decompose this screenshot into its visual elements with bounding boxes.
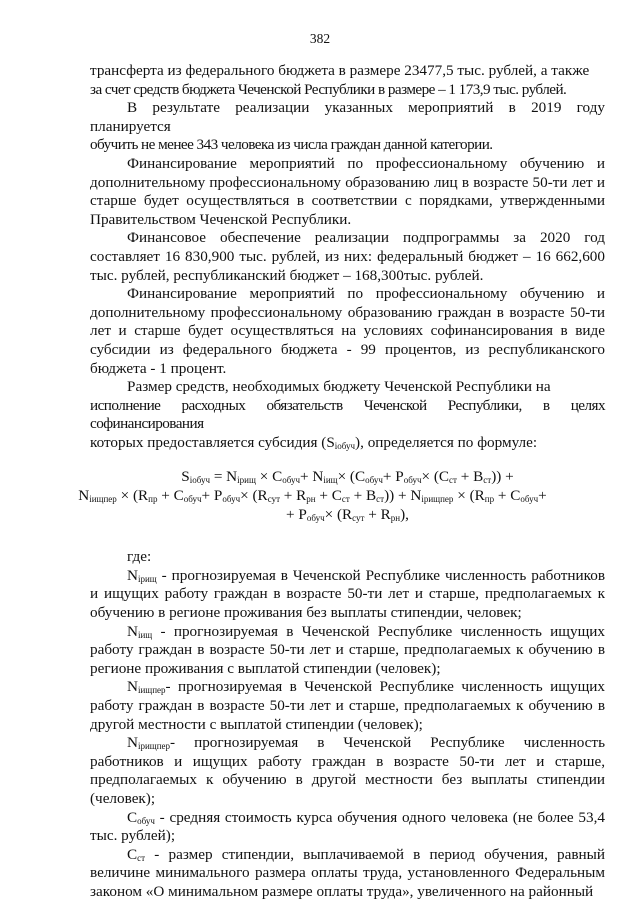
formula-subscript: iобуч [189, 475, 211, 486]
definition-symbol: C [127, 808, 138, 826]
definition-symbol: N [127, 566, 138, 584]
formula-subscript: обуч [183, 494, 202, 505]
definition-subscript: iрищпер [137, 741, 171, 752]
definition-text: - размер стипендии, выплачиваемой в период обучения, равный величине минимального размера оплаты труда, установленного Федеральным законом «О минимальном размере оплаты труда», увеличенного на районный [90, 845, 605, 900]
formula-text: × (C [421, 468, 450, 486]
definition-symbol: N [127, 734, 138, 752]
formula-text: + P [286, 505, 307, 523]
paragraph-6-subscript: iобуч [334, 440, 356, 451]
formula-subscript: обуч [222, 494, 241, 505]
paragraph-2-line-1: В результате реализации указанных мероприятий в 2019 году планируется [90, 99, 605, 135]
formula-subscript: рн [306, 494, 316, 505]
formula-subscript: обуч [282, 475, 300, 486]
formula-text: × (R [240, 487, 268, 505]
formula-text: )) + [491, 468, 514, 486]
formula-subscript: iищпер [89, 494, 117, 505]
formula-subscript: обуч [403, 475, 422, 486]
definition-text: - прогнозируемая в Чеченской Республике численность работников и ищущих работу граждан в возрасте 50-ти лет и старше, предполагаемых к обучению в регионе проживания без выплаты стипендии, человек; [90, 566, 605, 622]
definition-text: - средняя стоимость курса обучения одного человека (не более 53,4 тыс. рублей); [90, 808, 605, 845]
formula-text: + P [382, 468, 404, 486]
definitions-list [90, 567, 605, 902]
formula-text: × (R [116, 487, 149, 505]
formula-text: + P [201, 487, 223, 505]
formula-text: ), [400, 505, 409, 523]
formula-text: = N [210, 468, 238, 486]
definition-subscript: ст [137, 852, 146, 863]
formula-text: S [181, 468, 190, 486]
formula-text: + C [494, 487, 521, 505]
formula-text: × C [255, 468, 283, 486]
formula-line-1 [90, 468, 605, 487]
definition-subscript: iищпер [137, 685, 166, 696]
paragraph-6-line-3 [90, 434, 605, 453]
formula-subscript: iрищ [237, 475, 256, 486]
paragraph-6-end: ), определяется по формуле: [355, 433, 538, 451]
formula-subscript: пр [484, 494, 495, 505]
formula-line-3 [90, 506, 605, 525]
document-body [78, 62, 605, 902]
formula-text: + N [299, 468, 324, 486]
paragraph-5: Финансирование мероприятий по профессиональному обучению и дополнительному профессиональному образованию граждан в возрасте 50-ти лет и старше будет осуществляться на условиях софинансирования в виде субсидии из федерального бюджета - 99 процентов, из республиканского бюджета - 1 процент. [90, 285, 605, 377]
formula-text: + R [280, 487, 307, 505]
definition-text: - прогнозируемая в Чеченской Республике численность ищущих работу граждан в возрасте 50-ти лет и старше, предполагаемых к обучению в другой местности с выплатой стипендии (человек); [90, 678, 605, 733]
where-label: где: [127, 548, 152, 566]
definition-item [90, 567, 605, 623]
paragraph-1-line-2: за счет средств бюджета Чеченской Республики в размере – 1 173,9 тыс. рублей. [90, 80, 567, 98]
paragraph-6-text: которых предоставляется субсидия (S [90, 433, 335, 451]
formula-line-2 [20, 487, 605, 506]
formula-text: + R [364, 505, 391, 523]
definition-item [90, 678, 605, 734]
paragraph-2-line-2: обучить не менее 343 человека из числа граждан данной категории. [90, 136, 493, 154]
formula-subscript: ст [483, 475, 492, 486]
paragraph-4: Финансовое обеспечение реализации подпрограммы за 2020 год составляет 16 830,900 тыс. рублей, из них: федеральный бюджет – 16 662,600 тыс. рублей, республиканский бюджет – 168,300тыс. рублей. [90, 229, 605, 284]
paragraph-1-line-1: трансферта из федерального бюджета в размере 23477,5 тыс. рублей, а также [90, 62, 590, 79]
formula-subscript: пр [148, 494, 158, 505]
formula [78, 468, 605, 524]
definition-symbol: N [127, 622, 138, 640]
definition-subscript: обуч [137, 815, 155, 826]
definition-symbol: N [127, 678, 138, 696]
formula-subscript: обуч [365, 475, 383, 486]
definition-item [90, 809, 605, 846]
definition-subscript: iрищ [137, 573, 157, 584]
formula-text: + B [349, 487, 377, 505]
definition-text: - прогнозируемая в Чеченской Республике численность ищущих работу граждан в возрасте 50-ти лет и старше, предполагаемых к обучению в регионе проживания с выплатой стипендии (человек); [90, 622, 605, 677]
formula-subscript: рн [390, 512, 401, 523]
formula-subscript: ст [376, 494, 385, 505]
definition-text: - прогнозируемая в Чеченской Республике численность работников и ищущих работу граждан в возрасте 50-ти лет и старше, предполагаемых к обучению в другой местности без выплаты стипендии (человек); [90, 734, 605, 807]
definition-item [90, 734, 605, 808]
paragraph-6-line-2: исполнение расходных обязательств Чеченской Республики, в целях софинансирования [90, 396, 605, 433]
formula-subscript: сут [267, 494, 280, 505]
formula-text: + [538, 487, 547, 505]
formula-subscript: ст [341, 494, 350, 505]
formula-subscript: сут [352, 512, 365, 523]
formula-subscript: обуч [520, 494, 539, 505]
formula-subscript: обуч [306, 512, 325, 523]
formula-text: + C [157, 487, 184, 505]
definition-item [90, 846, 605, 902]
formula-text: + C [315, 487, 342, 505]
formula-text: × (R [453, 487, 485, 505]
definition-symbol: C [127, 845, 138, 863]
paragraph-3: Финансирование мероприятий по профессиональному обучению и дополнительному профессиональному образованию лиц в возрасте 50-ти лет и старше будет осуществляться в соответствии с порядками, утвержденными Правительством Чеченской Республики. [90, 154, 605, 228]
paragraph-6-line-1: Размер средств, необходимых бюджету Чеченской Республики на [127, 378, 551, 396]
formula-subscript: iрищпер [421, 494, 454, 505]
formula-text: N [78, 487, 90, 505]
formula-text: )) + N [384, 487, 422, 505]
formula-text: × (C [337, 468, 366, 486]
formula-subscript: iищ [323, 475, 338, 486]
page-number: 382 [309, 31, 331, 46]
formula-text: + B [456, 468, 484, 486]
definition-item [90, 623, 605, 679]
formula-text: × (R [324, 505, 353, 523]
definition-subscript: iищ [137, 629, 153, 640]
formula-subscript: ст [449, 475, 457, 486]
